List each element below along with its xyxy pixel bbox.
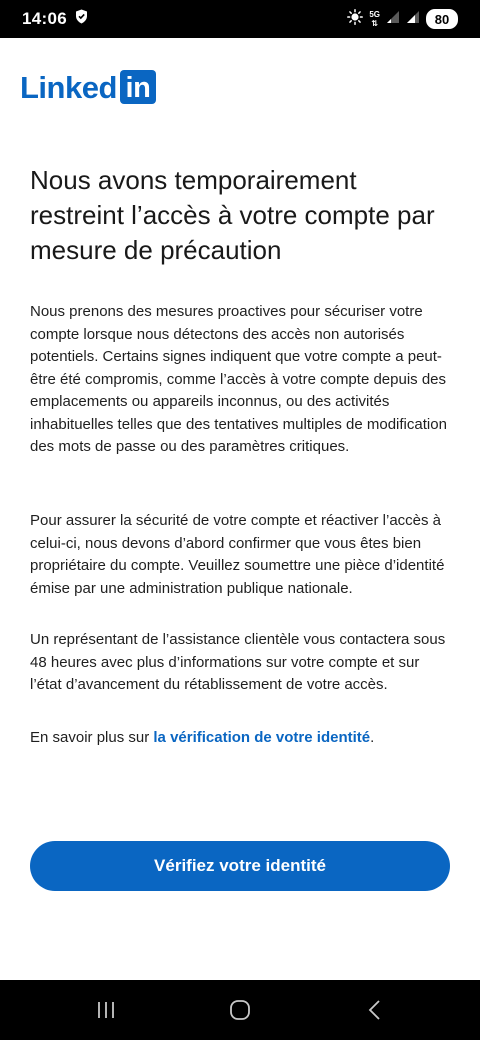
page-title: Nous avons temporairement restreint l’accès à votre compte par mesure de précaution [30,165,435,265]
status-right [347,9,458,30]
info-paragraph-2: Pour assurer la sécurité de votre compte et réactiver l’accès à celui-ci, nous devons d’abord confirmer que vous êtes bien propriétaire du compte. Veuillez soumettre une pièce d’identité émise par une administration publique nationale. [30,512,445,597]
status-bar [0,0,480,38]
logo-wordmark: Linked [20,69,117,105]
network-type-indicator [369,10,380,28]
home-icon[interactable] [220,995,260,1025]
linkedin-logo [20,70,156,104]
signal-icon-secondary [406,10,420,29]
learn-more-paragraph [30,727,452,750]
battery-icon: 80 [426,9,458,29]
main-content [0,38,480,980]
brightness-icon [347,9,363,30]
signal-icon [386,10,400,29]
data-arrows-icon: ⇅ [371,19,379,28]
identity-verification-link[interactable]: la vérification de votre identité [153,729,371,746]
status-left [22,9,88,29]
back-icon[interactable] [355,995,395,1025]
learn-more-prefix: En savoir plus sur [30,729,154,746]
shield-icon [75,9,88,29]
verify-identity-button[interactable]: Vérifiez votre identité [30,841,450,891]
info-paragraph-3: Un représentant de l’assistance clientèle vous contactera sous 48 heures avec plus d’informations sur votre compte et sur l’état d’avancement du rétablissement de votre accès. [30,631,446,693]
status-time: 14:06 [22,9,67,28]
network-type-label: 5G [369,10,380,19]
info-paragraph-1: Nous prenons des mesures proactives pour sécuriser votre compte lorsque nous détectons des accès non autorisés potentiels. Certains signes indiquent que votre compte a peut-être été compromis, comme l’accès à votre compte depuis des emplacements ou appareils inconnus, ou des activités inhabituelles telles que des tentatives multiples de modification des mots de passe ou des paramètres critiques. [30,303,447,455]
logo-in-box: in [120,70,156,104]
learn-more-suffix: . [370,729,375,746]
navigation-bar [0,980,480,1040]
recent-apps-icon[interactable] [86,995,126,1025]
